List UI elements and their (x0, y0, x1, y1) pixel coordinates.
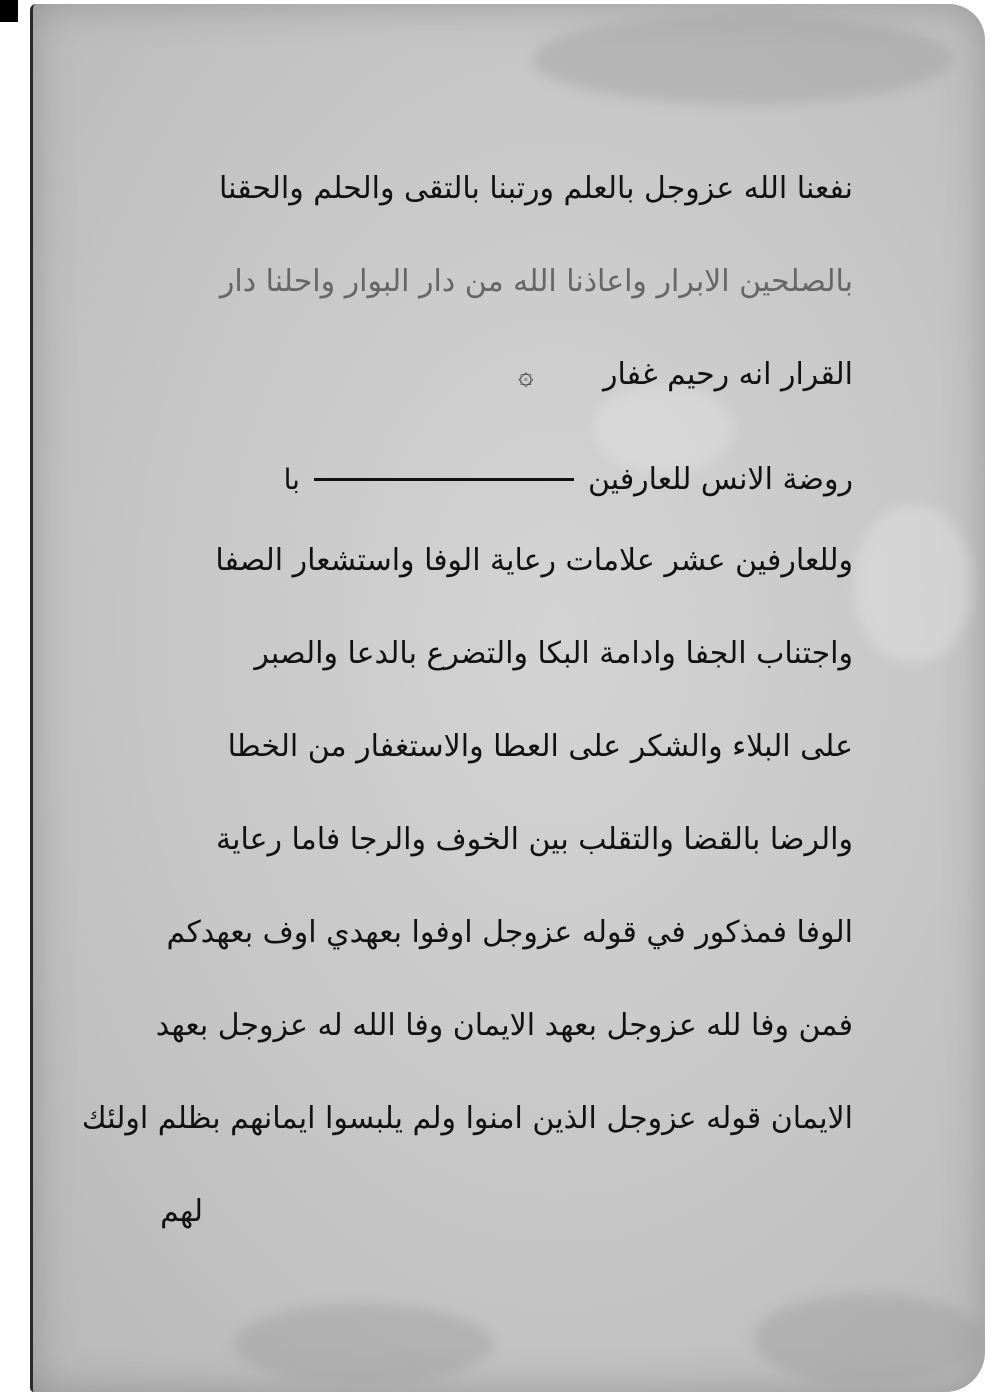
water-stain (753, 1294, 983, 1384)
scan-left-margin (0, 0, 26, 1400)
water-stain (233, 1304, 493, 1384)
manuscript-page (30, 4, 985, 1392)
manuscript-text (81, 154, 853, 1270)
text-line: بالصلحين الابرار واعاذنا الله من دار البوار واحلنا دار (219, 264, 853, 299)
verse-end-sign: ۞ (518, 361, 534, 391)
heading-mark: با (283, 463, 300, 496)
text-line: الوفا فمذكور في قوله عزوجل اوفوا بعهدي اوف بعهدكم (166, 915, 853, 950)
water-stain (533, 14, 953, 104)
heading-title: روضة الانس للعارفين (587, 462, 853, 497)
text-line (93, 340, 853, 433)
text-line: الايمان قوله عزوجل الذين امنوا ولم يلبسوا ايمانهم بظلم اولئك (81, 1101, 853, 1136)
text-line: نفعنا الله عزوجل بالعلم ورتبنا بالتقى والحلم والحقنا (219, 171, 853, 206)
text-line: والرضا بالقضا والتقلب بين الخوف والرجا فاما رعاية (216, 822, 853, 857)
heading-rule (314, 478, 574, 481)
text-line: فمن وفا لله عزوجل بعهد الايمان وفا الله له عزوجل بعهد (155, 1008, 853, 1043)
scan-corner-mark (0, 0, 18, 22)
catchword: لهم (160, 1194, 203, 1229)
text-line-content: القرار انه رحيم غفار (603, 357, 853, 392)
text-line: وللعارفين عشر علامات رعاية الوفا واستشعار الصفا (215, 543, 853, 578)
section-heading (93, 433, 853, 526)
water-stain (853, 504, 973, 664)
text-line: على البلاء والشكر على العطا والاستغفار من الخطا (227, 729, 853, 764)
text-line: واجتناب الجفا وادامة البكا والتضرع بالدعا والصبر (254, 636, 853, 671)
